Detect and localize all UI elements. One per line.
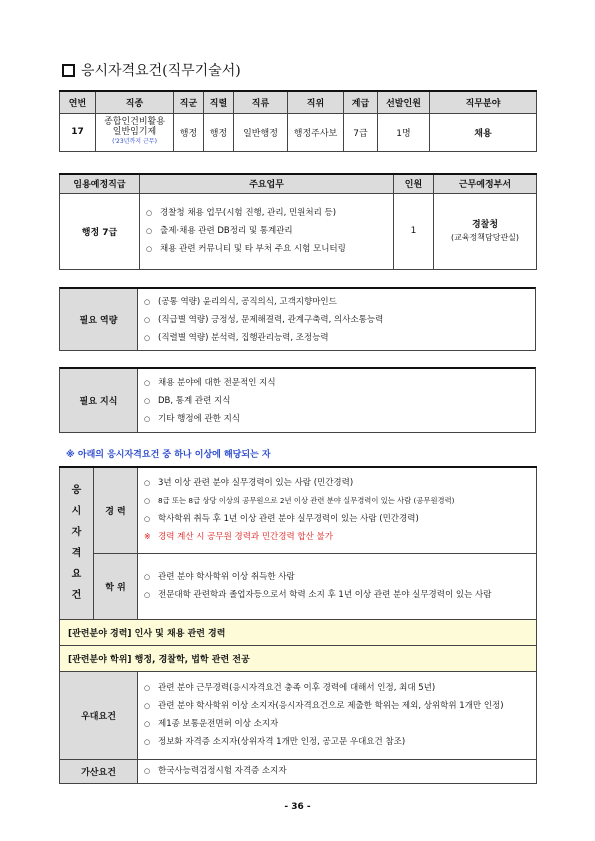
qualification-table (59, 466, 537, 784)
preference-item: ○ 정보화 자격증 소지자(상위자격 1개만 인정, 공고문 우대요건 참조) (144, 733, 536, 751)
knowledge-item: ○ 기타 행정에 관한 지식 (144, 410, 276, 428)
duty-item: ○ 채용 관련 커뮤니티 및 타 부처 주요 시험 모니터링 (146, 240, 393, 258)
header-appoint-grade: 임용예정직급 (60, 174, 140, 193)
knowledge-item: ○ 채용 분야에 대한 전문적인 지식 (144, 374, 276, 392)
dept-name: 경찰청 (471, 220, 499, 230)
career-item: ○ 3년 이상 관련 분야 실무경력이 있는 사람 (민간경력) (144, 474, 536, 492)
page-number: - 36 - (284, 802, 311, 812)
preference-item: ○ 제1종 보통운전면허 이상 소지자 (144, 715, 536, 733)
preference-item: ○ 관련 분야 학사학위 이상 소지자(응시자격요건으로 제출한 학위는 제외, 상위학위 1개만 인정) (144, 697, 536, 715)
header-field: 직무분야 (430, 91, 537, 113)
bonus-item: ○ 한국사능력검정시험 자격증 소지자 (144, 762, 536, 780)
knowledge-label: 필요 지식 (60, 369, 138, 432)
cell-grade: 7급 (344, 113, 378, 151)
qual-char: 시 (71, 506, 82, 518)
bonus-label: 가산요건 (60, 759, 138, 783)
cell-headcount: 1 (394, 193, 434, 269)
knowledge-content (138, 369, 535, 432)
career-warning: ※ 경력 계산 시 공무원 경력과 민간경력 합산 불가 (144, 528, 536, 546)
dept-sub: (교육정책담당관실) (450, 233, 520, 242)
cell-jikwi: 행정주사보 (288, 113, 344, 151)
degree-label: 학 위 (94, 553, 138, 619)
cell-jikgun: 행정 (174, 113, 204, 151)
bonus-content (138, 759, 537, 783)
career-list (138, 474, 536, 546)
cell-jongmok (96, 113, 174, 151)
header-no: 연번 (60, 91, 96, 113)
qual-char: 요 (71, 569, 82, 581)
competency-item: ○ (공통 역량) 윤리의식, 공직의식, 고객지향마인드 (144, 293, 383, 311)
degree-content (138, 553, 537, 619)
duty-item: ○ 경찰청 채용 업무(시험 진행, 관리, 민원처리 등) (146, 204, 393, 222)
cell-count: 1명 (378, 113, 430, 151)
section-title (62, 60, 241, 80)
header-department: 근무예정부서 (434, 174, 537, 193)
cell-field: 채용 (430, 113, 537, 151)
preference-item: ○ 관련 분야 근무경력(응시자격요건 충족 이후 경력에 대해서 인정, 최대 5년) (144, 679, 536, 697)
cell-appoint-grade: 행정 7급 (60, 193, 140, 269)
jong-note: ('23년까지 근무) (112, 138, 157, 145)
competency-content (138, 289, 535, 350)
cell-no: 17 (60, 113, 96, 151)
section-title-text: 응시자격요건(직무기술서) (81, 63, 241, 79)
competency-label: 필요 역량 (60, 289, 138, 350)
knowledge-item: ○ DB, 통계 관련 지식 (144, 392, 276, 410)
qual-char: 격 (71, 548, 82, 560)
knowledge-box (59, 367, 536, 433)
header-count: 선발인원 (378, 91, 430, 113)
preference-label: 우대요건 (60, 671, 138, 759)
degree-list (138, 568, 536, 604)
career-item: ○ 학사학위 취득 후 1년 이상 관련 분야 실무경력이 있는 사람 (민간경력) (144, 510, 536, 528)
competency-list (138, 293, 383, 347)
cell-jikryu: 일반행정 (234, 113, 288, 151)
header-grade: 계급 (344, 91, 378, 113)
position-table (59, 90, 537, 152)
header-headcount: 인원 (394, 174, 434, 193)
qualification-label (60, 467, 94, 619)
header-jikryeol: 직렬 (204, 91, 234, 113)
related-career: [관련분야 경력] 인사 및 채용 관련 경력 (60, 619, 537, 645)
header-jikgun: 직군 (174, 91, 204, 113)
knowledge-list (138, 374, 276, 428)
competency-item: ○ (직급별 역량) 긍정성, 문제해결력, 관계구축력, 의사소통능력 (144, 311, 383, 329)
related-degree: [관련분야 학위] 행정, 경찰학, 법학 관련 전공 (60, 645, 537, 671)
qualification-notice: ※ 아래의 응시자격요건 중 하나 이상에 해당되는 자 (66, 450, 271, 460)
header-jongmok: 직종 (96, 91, 174, 113)
preference-content (138, 671, 537, 759)
bonus-list (138, 762, 536, 780)
header-main-duty: 주요업무 (140, 174, 394, 193)
qual-char: 자 (71, 527, 82, 539)
degree-item: ○ 전문대학 관련학과 졸업자등으로서 학력 소지 후 1년 이상 관련 분야 실무경력이 있는 사람 (144, 586, 536, 604)
checkbox-icon (62, 64, 75, 77)
career-label: 경 력 (94, 467, 138, 553)
jong-line2: 일반임기제 (112, 127, 157, 137)
career-item: ○ 8급 또는 8급 상당 이상의 공무원으로 2년 이상 관련 분야 실무경력이 있는 사람 (공무원경력) (144, 492, 536, 510)
duty-item: ○ 출제·채용 관련 DB정리 및 통계관리 (146, 222, 393, 240)
header-jikwi: 직위 (288, 91, 344, 113)
competency-box (59, 287, 536, 351)
header-jikryu: 직류 (234, 91, 288, 113)
degree-item: ○ 관련 분야 학사학위 이상 취득한 사람 (144, 568, 536, 586)
competency-item: ○ (직렬별 역량) 분석력, 집행관리능력, 조정능력 (144, 329, 383, 347)
duty-table (59, 173, 537, 270)
career-content (138, 467, 537, 553)
qual-char: 건 (71, 590, 82, 602)
jong-line1: 종합인건비활용 (104, 117, 165, 127)
cell-duties (140, 193, 394, 269)
cell-department (434, 193, 537, 269)
preference-list (138, 679, 536, 751)
qual-char: 응 (71, 485, 82, 497)
cell-jikryeol: 행정 (204, 113, 234, 151)
duty-list (140, 204, 393, 258)
